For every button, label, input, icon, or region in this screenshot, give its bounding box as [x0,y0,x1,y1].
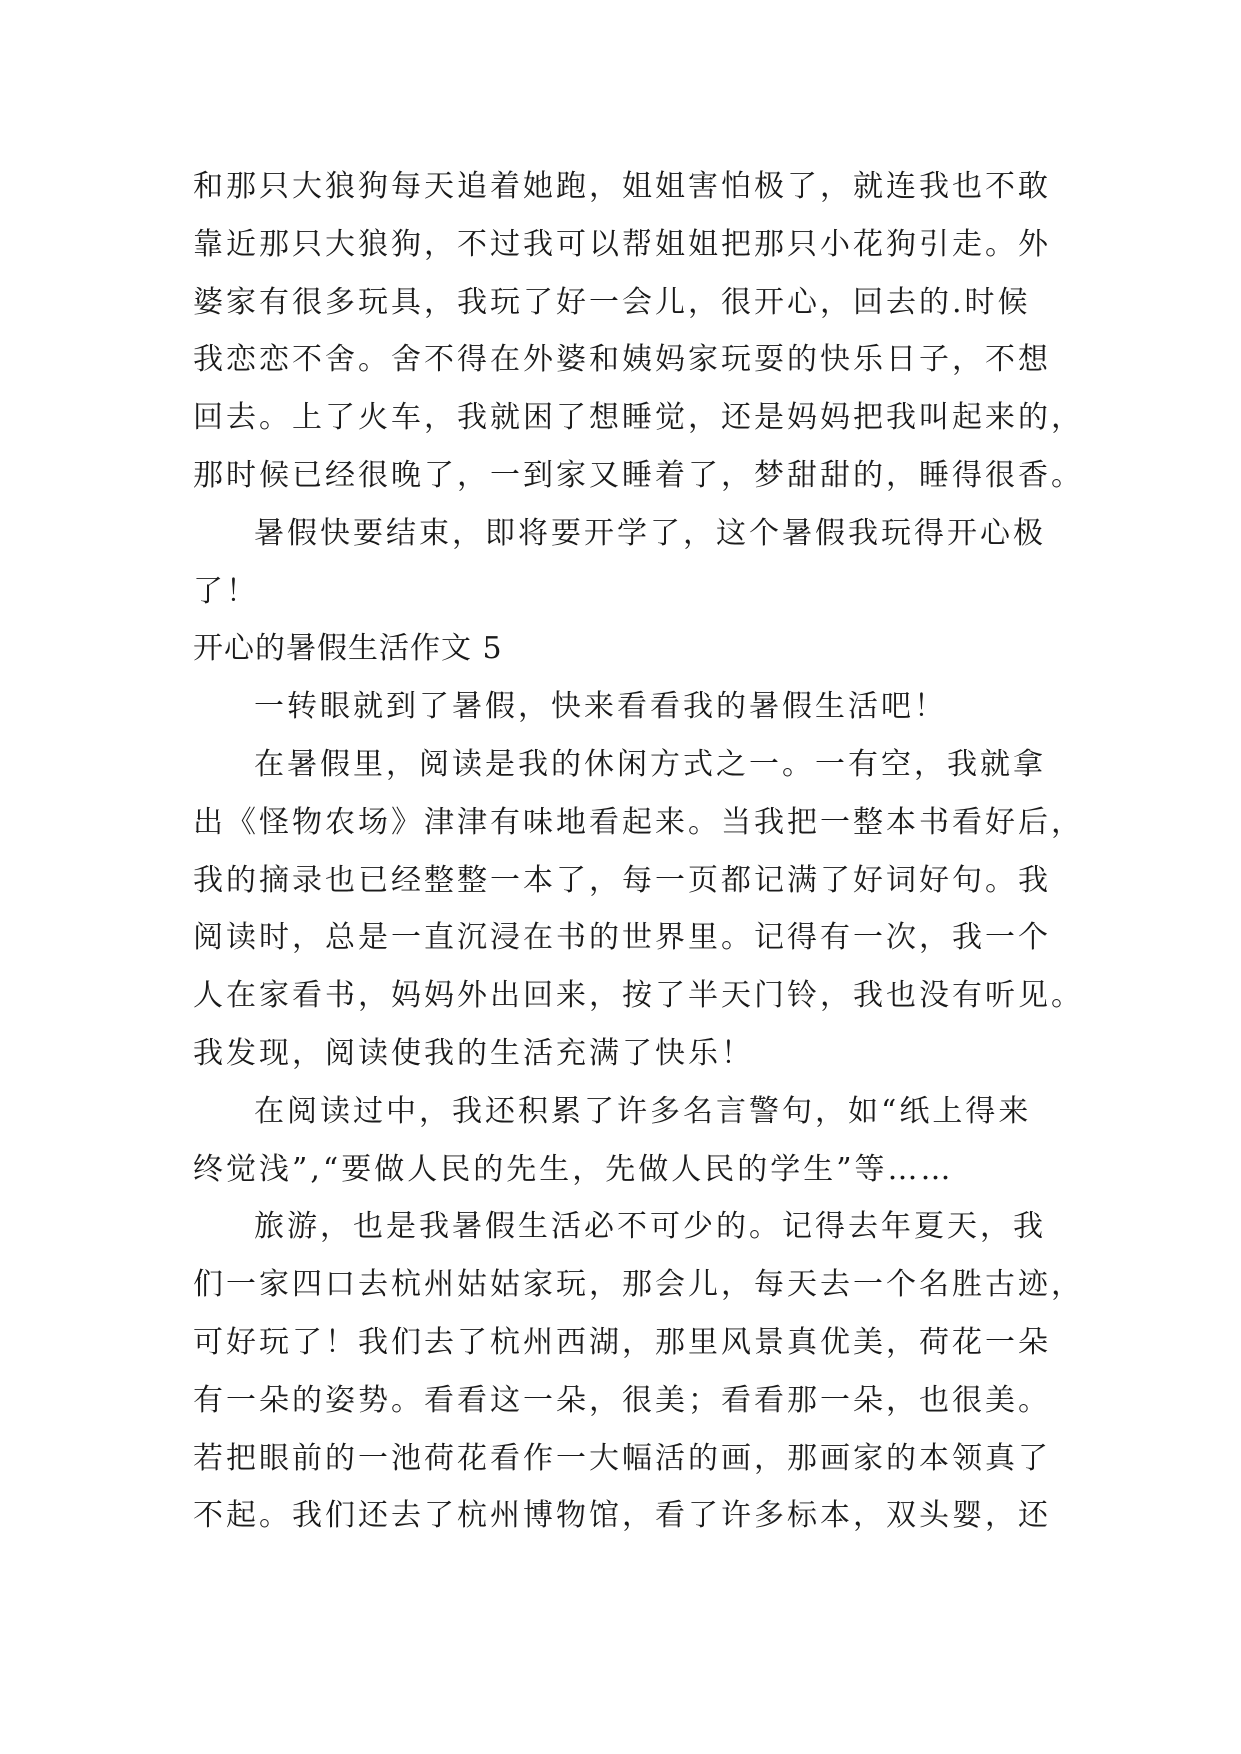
text-line: 们一家四口去杭州姑姑家玩，那会儿，每天去一个名胜古迹， [193,1267,1084,1303]
text-line: 回去。上了火车，我就困了想睡觉，还是妈妈把我叫起来的， [193,400,1084,436]
essay-text [193,158,1084,1545]
text-line: 我发现，阅读使我的生活充满了快乐！ [193,1035,754,1071]
text-line: 婆家有很多玩具，我玩了好一会儿，很开心，回去的.时候 [193,284,1031,320]
text-line: 和那只大狼狗每天追着她跑，姐姐害怕极了，就连我也不敢 [193,169,1051,204]
text-line: 终觉浅”,“要做人民的先生，先做人民的学生”等…… [193,1151,954,1187]
text-line: 了！ [193,573,259,609]
text-line: 一转眼就到了暑假，快来看看我的暑假生活吧！ [254,689,947,725]
text-line: 不起。我们还去了杭州博物馆，看了许多标本，双头婴，还 [193,1498,1051,1534]
text-line: 靠近那只大狼狗，不过我可以帮姐姐把那只小花狗引走。外 [193,226,1051,262]
text-line: 有一朵的姿势。看看这一朵，很美；看看那一朵，也很美。 [193,1382,1051,1418]
text-line: 在暑假里，阅读是我的休闲方式之一。一有空，我就拿 [254,746,1046,782]
text-line: 阅读时，总是一直沉浸在书的世界里。记得有一次，我一个 [193,920,1051,956]
text-line: 可好玩了！我们去了杭州西湖，那里风景真优美，荷花一朵 [193,1324,1051,1360]
text-line: 若把眼前的一池荷花看作一大幅活的画，那画家的本领真了 [193,1440,1051,1476]
text-line: 人在家看书，妈妈外出回来，按了半天门铃，我也没有听见。 [193,978,1084,1014]
text-line: 旅游，也是我暑假生活必不可少的。记得去年夏天，我 [254,1209,1046,1245]
text-line: 我恋恋不舍。舍不得在外婆和姨妈家玩耍的快乐日子，不想 [193,342,1051,378]
text-line: 出《怪物农场》津津有味地看起来。当我把一整本书看好后， [193,804,1084,840]
text-line: 暑假快要结束，即将要开学了，这个暑假我玩得开心极 [254,515,1046,551]
text-line: 在阅读过中，我还积累了许多名言警句，如“纸上得来 [254,1093,1032,1129]
essay-heading: 开心的暑假生活作文 5 [193,631,503,667]
text-line: 那时候已经很晚了，一到家又睡着了，梦甜甜的，睡得很香。 [193,457,1084,493]
text-line: 我的摘录也已经整整一本了，每一页都记满了好词好句。我 [193,862,1051,898]
